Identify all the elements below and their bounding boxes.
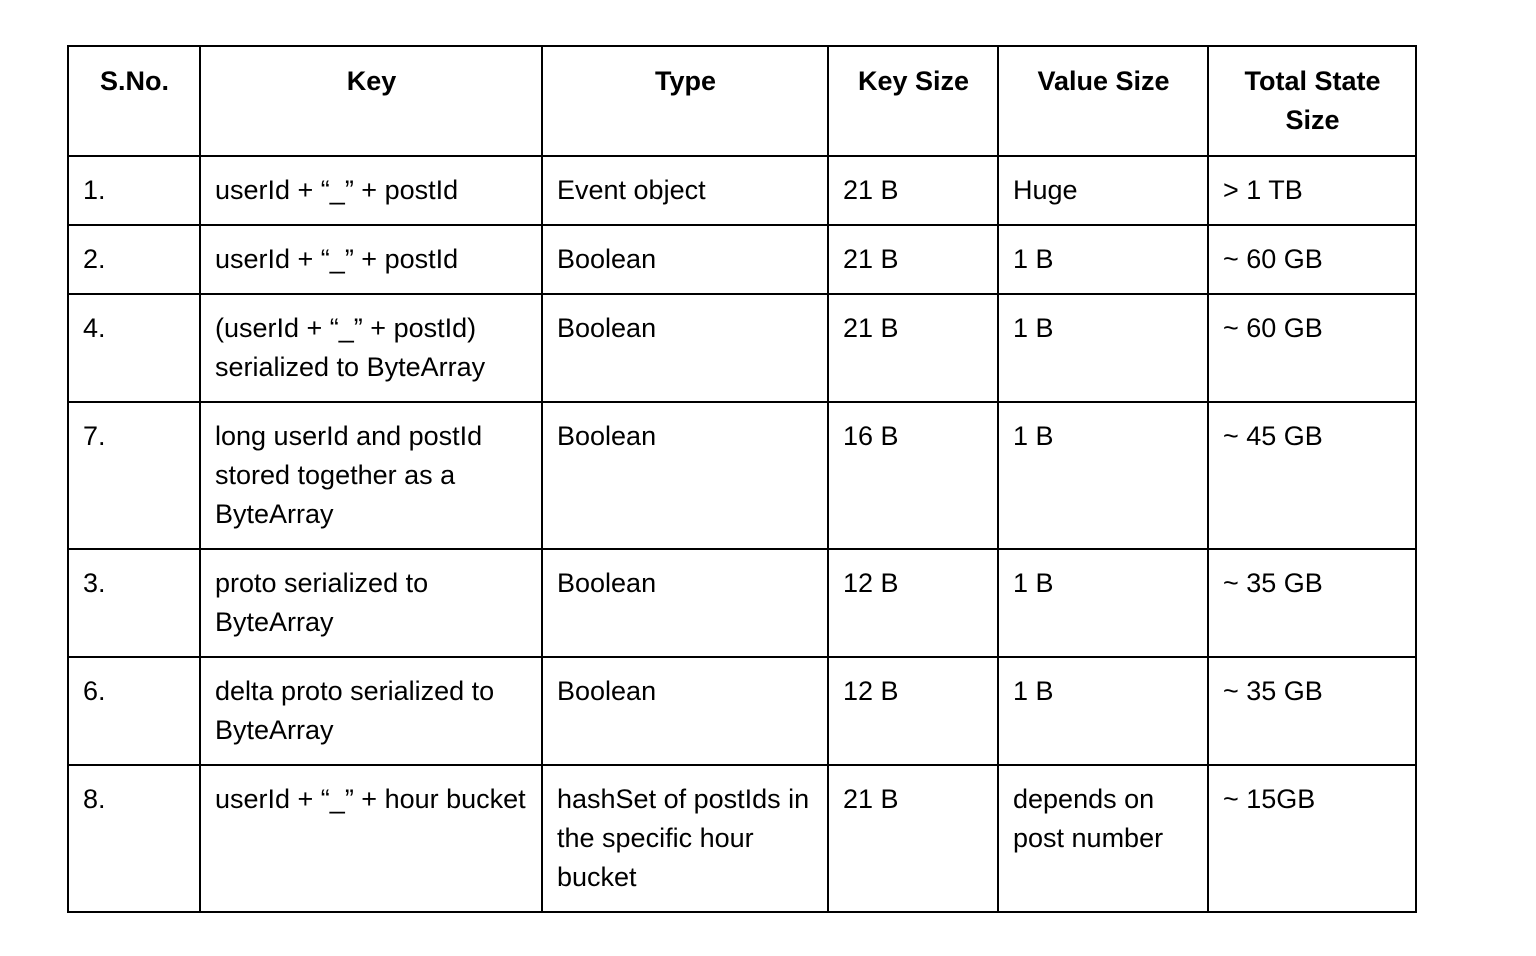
header-key-size: Key Size xyxy=(828,46,998,156)
cell-total-state-size: ~ 45 GB xyxy=(1208,402,1416,549)
cell-key-size: 21 B xyxy=(828,225,998,294)
table-row xyxy=(68,156,1416,225)
cell-key: proto serialized to ByteArray xyxy=(200,549,542,657)
cell-total-state-size: ~ 35 GB xyxy=(1208,657,1416,765)
header-value-size: Value Size xyxy=(998,46,1208,156)
cell-value-size: 1 B xyxy=(998,225,1208,294)
table-row xyxy=(68,402,1416,549)
cell-key: delta proto serialized to ByteArray xyxy=(200,657,542,765)
cell-sno: 1. xyxy=(68,156,200,225)
cell-value-size: 1 B xyxy=(998,657,1208,765)
cell-key-size: 16 B xyxy=(828,402,998,549)
cell-total-state-size: ~ 60 GB xyxy=(1208,225,1416,294)
table-row xyxy=(68,657,1416,765)
header-total-state-size: Total State Size xyxy=(1208,46,1416,156)
cell-key-size: 12 B xyxy=(828,657,998,765)
cell-type: Boolean xyxy=(542,294,828,402)
table-row xyxy=(68,225,1416,294)
cell-type: Boolean xyxy=(542,225,828,294)
cell-key-size: 21 B xyxy=(828,156,998,225)
cell-sno: 7. xyxy=(68,402,200,549)
cell-type: hashSet of postIds in the specific hour bucket xyxy=(542,765,828,912)
table-row xyxy=(68,294,1416,402)
table-row xyxy=(68,765,1416,912)
cell-sno: 2. xyxy=(68,225,200,294)
cell-type: Boolean xyxy=(542,657,828,765)
header-key: Key xyxy=(200,46,542,156)
state-size-table xyxy=(67,45,1417,913)
cell-key: userId + “_” + postId xyxy=(200,156,542,225)
cell-key: userId + “_” + postId xyxy=(200,225,542,294)
cell-key: long userId and postId stored together as a ByteArray xyxy=(200,402,542,549)
cell-type: Event object xyxy=(542,156,828,225)
cell-value-size: 1 B xyxy=(998,402,1208,549)
cell-value-size: Huge xyxy=(998,156,1208,225)
cell-key-size: 21 B xyxy=(828,765,998,912)
cell-key: userId + “_” + hour bucket xyxy=(200,765,542,912)
table-header-row xyxy=(68,46,1416,156)
table-row xyxy=(68,549,1416,657)
header-type: Type xyxy=(542,46,828,156)
cell-value-size: depends on post number xyxy=(998,765,1208,912)
cell-sno: 3. xyxy=(68,549,200,657)
header-sno: S.No. xyxy=(68,46,200,156)
cell-value-size: 1 B xyxy=(998,549,1208,657)
cell-sno: 6. xyxy=(68,657,200,765)
cell-type: Boolean xyxy=(542,402,828,549)
cell-key-size: 12 B xyxy=(828,549,998,657)
cell-sno: 8. xyxy=(68,765,200,912)
cell-total-state-size: > 1 TB xyxy=(1208,156,1416,225)
cell-value-size: 1 B xyxy=(998,294,1208,402)
cell-total-state-size: ~ 15GB xyxy=(1208,765,1416,912)
cell-type: Boolean xyxy=(542,549,828,657)
cell-sno: 4. xyxy=(68,294,200,402)
cell-total-state-size: ~ 35 GB xyxy=(1208,549,1416,657)
cell-key-size: 21 B xyxy=(828,294,998,402)
cell-key: (userId + “_” + postId) serialized to ByteArray xyxy=(200,294,542,402)
cell-total-state-size: ~ 60 GB xyxy=(1208,294,1416,402)
